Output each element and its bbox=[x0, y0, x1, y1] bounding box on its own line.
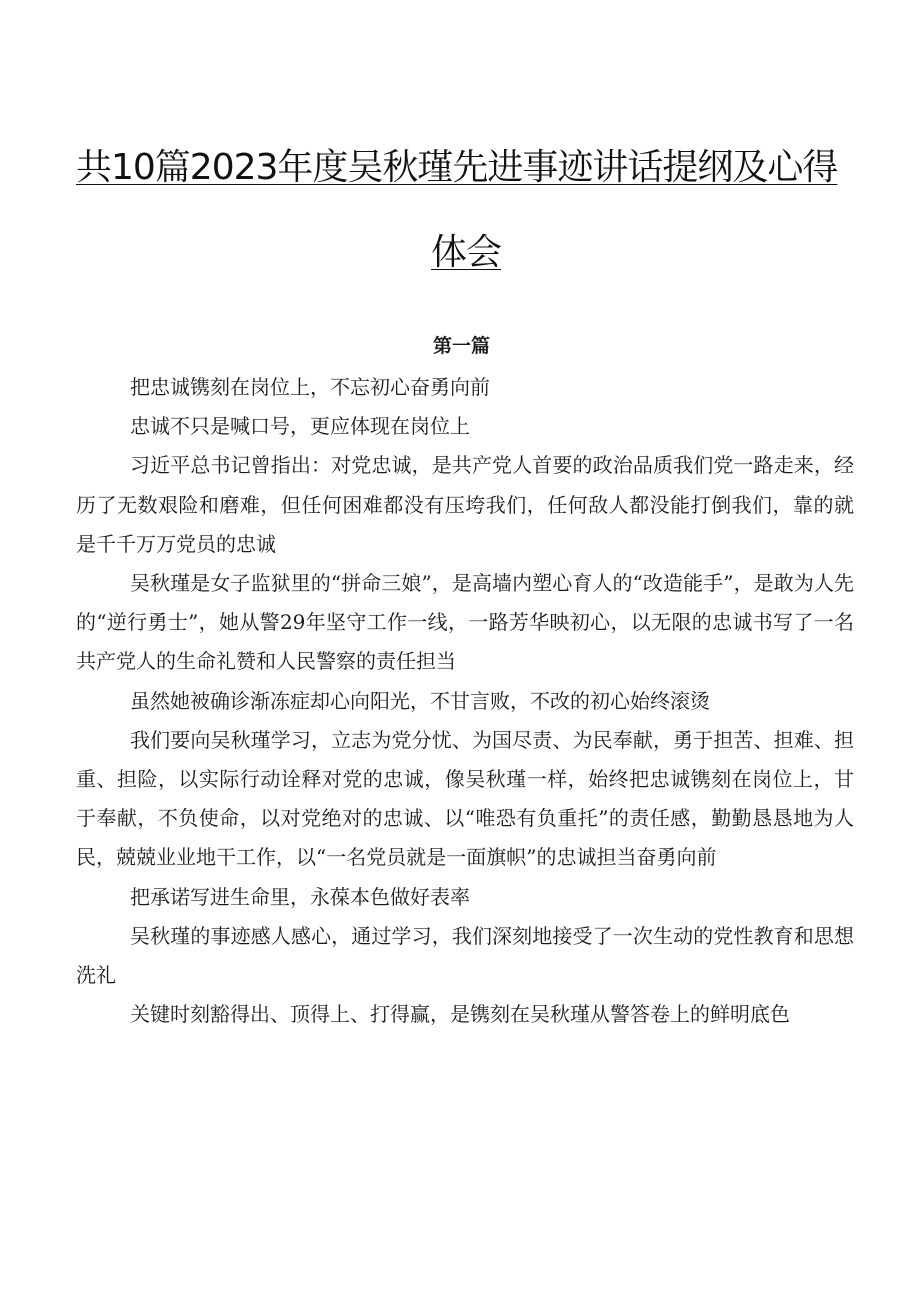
body-paragraph: 吴秋瑾是女子监狱里的“拼命三娘”，是高墙内塑心育人的“改造能手”，是敢为人先的“逆行勇士”，她从警29年坚守工作一线，一路芳华映初心，以无限的忠诚书写了一名共产党人的生命礼赞和人民警察的责任担当 bbox=[76, 571, 854, 674]
subheading-loyalty: 把忠诚镌刻在岗位上，不忘初心奋勇向前 bbox=[130, 375, 490, 399]
body-paragraph: 我们要向吴秋瑾学习，立志为党分忧、为国尽责、为民奉献，勇于担苦、担难、担重、担险，以实际行动诠释对党的忠诚，像吴秋瑾一样，始终把忠诚镌刻在岗位上，甘于奉献，不负使命，以对党绝对的忠诚、以“唯恐有负重托”的责任感，勤勤恳恳地为人民，兢兢业业地干工作，以“一名党员就是一面旗帜”的忠诚担当奋勇向前 bbox=[76, 727, 854, 870]
subheading-loyalty-in-post: 忠诚不只是喊口号，更应体现在岗位上 bbox=[130, 414, 470, 439]
document-title-line-2: 体会 bbox=[431, 232, 502, 273]
section-heading: 第一篇 bbox=[433, 335, 491, 357]
document-title-line-1: 共10篇2023年度吴秋瑾先进事迹讲话提纲及心得 bbox=[76, 147, 838, 188]
body-paragraph: 吴秋瑾的事迹感人感心，通过学习，我们深刻地接受了一次生动的党性教育和思想洗礼 bbox=[76, 923, 854, 988]
body-paragraph: 关键时刻豁得出、顶得上、打得赢，是镌刻在吴秋瑾从警答卷上的鲜明底色 bbox=[130, 1002, 790, 1027]
body-paragraph: 虽然她被确诊渐冻症却心向阳光，不甘言败，不改的初心始终滚烫 bbox=[130, 688, 710, 713]
document-body bbox=[76, 368, 854, 1034]
subheading-commitment: 把承诺写进生命里，永葆本色做好表率 bbox=[130, 884, 470, 909]
body-paragraph: 习近平总书记曾指出：对党忠诚，是共产党人首要的政治品质我们党一路走来，经历了无数艰险和磨难，但任何困难都没有压垮我们，任何敌人都没能打倒我们，靠的就是千千万万党员的忠诚 bbox=[76, 453, 854, 556]
